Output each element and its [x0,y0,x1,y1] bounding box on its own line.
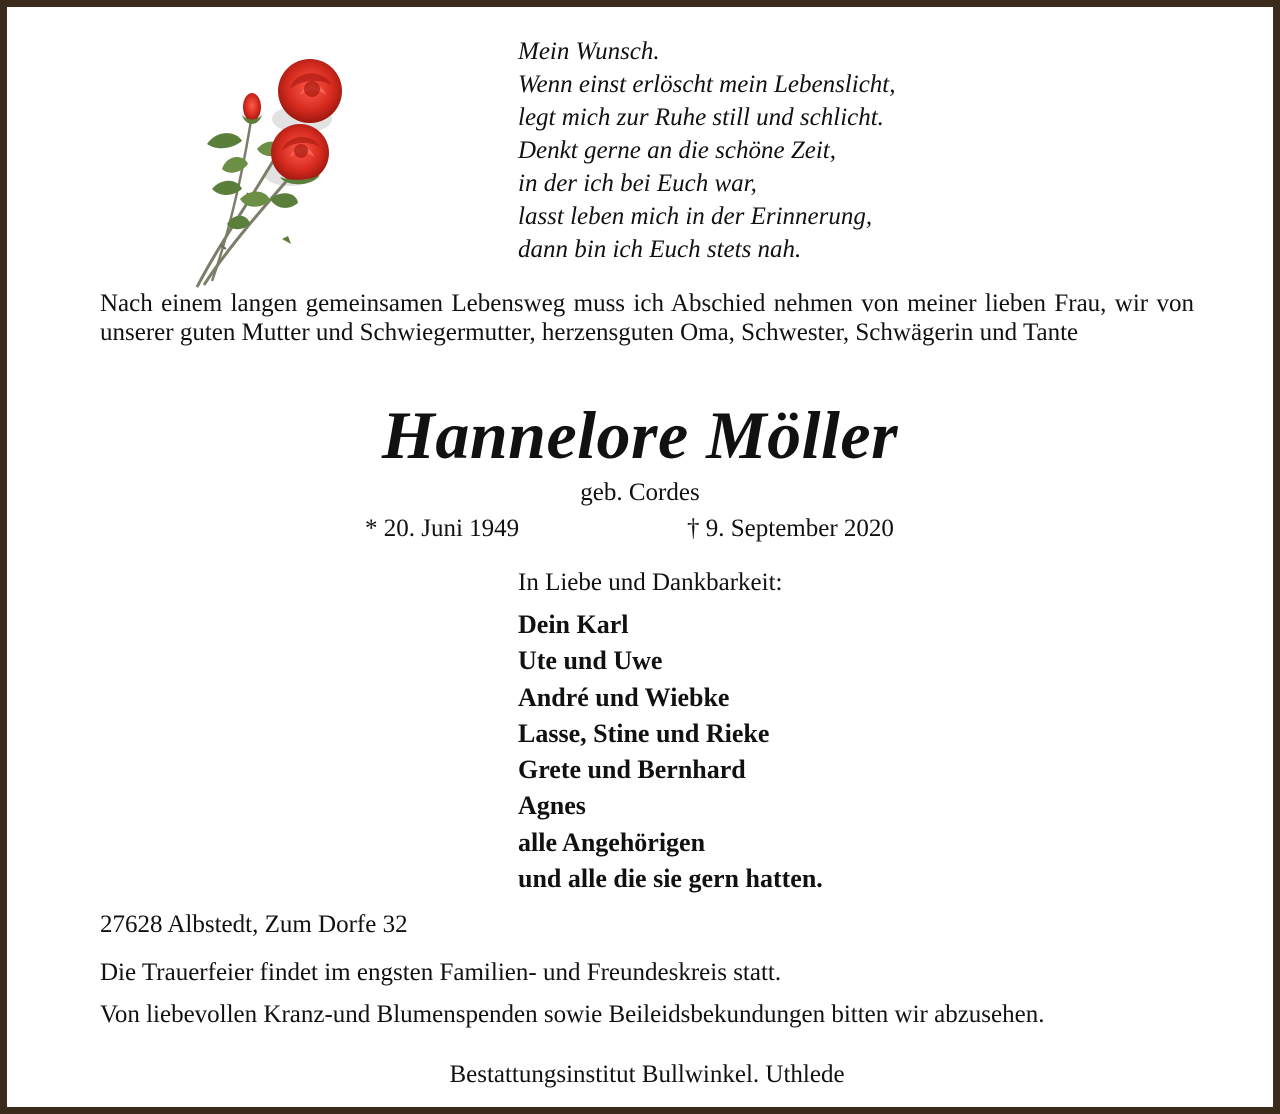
mourner: alle Angehörigen [518,827,706,857]
birth-date: * 20. Juni 1949 [365,515,520,542]
mourner: Dein Karl [518,610,629,639]
undertaker: Bestattungsinstitut Bullwinkel. Uthlede [449,1061,845,1088]
poem-line: in der ich bei Euch war, [518,170,757,197]
deceased-name: Hannelore Möller [381,397,899,473]
intro-text: Nach einem langen gemeinsamen Lebensweg muss ich Abschied nehmen von meiner lieben Frau, wir von unserer guten Mutter und Schwiegermutter, herzensguten Oma, Schwester, Schwägerin und Tante [100,290,1194,346]
red-roses-icon [182,49,367,289]
poem [518,35,1198,266]
address: 27628 Albstedt, Zum Dorfe 32 [100,911,408,938]
mourner: Lasse, Stine und Rieke [518,718,770,748]
donation-request: Von liebevollen Kranz-und Blumenspenden sowie Beileidsbekundungen bitten wir abzusehen. [100,1001,1045,1028]
poem-line: Wenn einst erlöscht mein Lebenslicht, [518,71,896,98]
poem-line: Denkt gerne an die schöne Zeit, [518,137,836,164]
mourner: Grete und Bernhard [518,755,746,785]
mourner: Ute und Uwe [518,646,663,676]
mourner: Agnes [518,791,586,821]
mourner: und alle die sie gern hatten. [518,864,823,894]
ceremony-note: Die Trauerfeier findet im engsten Familien- und Freundeskreis statt. [100,959,782,986]
poem-line: Mein Wunsch. [518,38,660,65]
maiden-name: geb. Cordes [580,479,700,506]
death-date: † 9. September 2020 [687,515,894,542]
poem-line: lasst leben mich in der Erinnerung, [518,203,873,230]
poem-line: dann bin ich Euch stets nah. [518,236,802,263]
mourner: André und Wiebke [518,682,730,712]
mourners-list [518,607,823,897]
poem-line: legt mich zur Ruhe still und schlicht. [518,104,884,131]
gratitude-line: In Liebe und Dankbarkeit: [518,569,783,596]
